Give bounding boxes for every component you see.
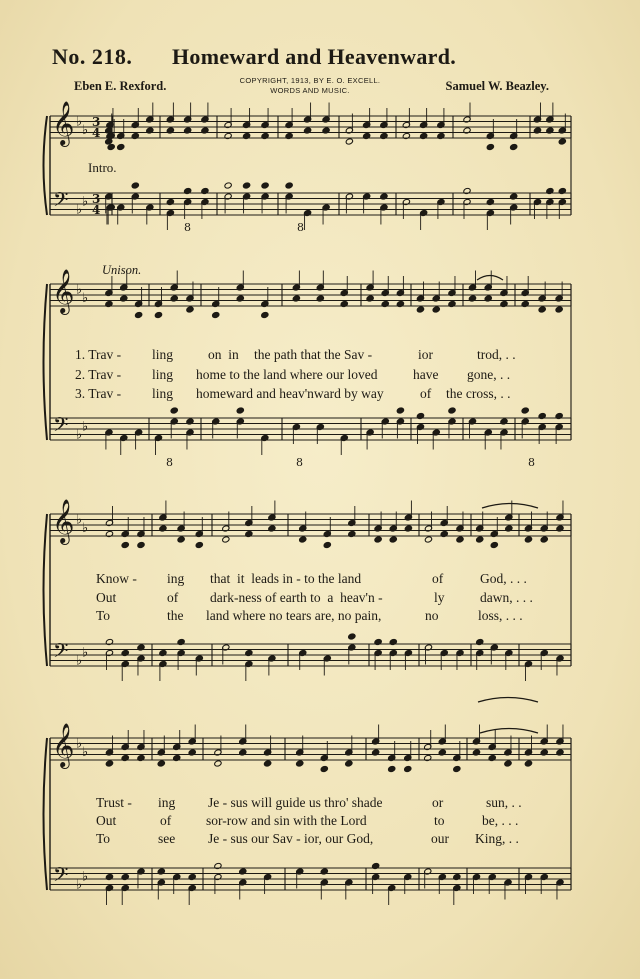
lyric-syllable: 1. Trav -: [75, 347, 122, 362]
lyric-syllable: our: [431, 831, 449, 846]
bass-clef: 𝄢: [53, 188, 69, 216]
note-head: [448, 407, 456, 414]
lyric-syllable: ling: [152, 347, 174, 362]
lyric-syllable: have: [413, 367, 439, 382]
note-head: [170, 407, 178, 414]
flat-sign: ♭: [76, 114, 83, 130]
system-brace: [44, 738, 48, 890]
flat-sign: ♭: [76, 427, 83, 443]
lyric-syllable: Know -: [96, 571, 137, 586]
tie-slur: [478, 698, 538, 703]
flat-sign: ♭: [76, 282, 83, 298]
lyric-syllable: sor-row and sin with the Lord: [206, 813, 367, 828]
lyric-syllable: Je - sus will guide us thro' shade: [208, 795, 383, 810]
lyric-syllable: 3. Trav -: [75, 386, 122, 401]
note-head: [323, 541, 331, 548]
treble-clef: 𝄞: [52, 101, 75, 145]
lyric-syllable: the path that the Sav -: [254, 347, 373, 362]
bass-clef: 𝄢: [53, 863, 69, 891]
lyric-syllable: ling: [152, 386, 174, 401]
note-head: [396, 407, 404, 414]
unison-marking: Unison.: [102, 263, 142, 277]
note-head: [374, 536, 382, 543]
note-head: [186, 306, 194, 313]
hymn-number: No. 218.: [52, 44, 133, 69]
note-head: [224, 182, 232, 189]
flat-sign: ♭: [82, 122, 89, 138]
lyric-syllable: loss, . . .: [478, 608, 523, 623]
note-head: [388, 765, 396, 772]
lyricist: Eben E. Rexford.: [74, 79, 167, 93]
lyric-syllable: Out: [96, 590, 117, 605]
lyric-syllable: ior: [418, 347, 433, 362]
lyric-syllable: homeward and heav'nward by way: [196, 386, 384, 401]
note-head: [389, 536, 397, 543]
lyric-syllable: ing: [158, 795, 176, 810]
note-head: [261, 311, 269, 318]
flat-sign: ♭: [76, 653, 83, 669]
note-head: [404, 765, 412, 772]
note-head: [510, 143, 518, 150]
flat-sign: ♭: [82, 869, 89, 885]
bass-clef: 𝄢: [53, 639, 69, 667]
octave-marker: 8: [528, 456, 535, 469]
note-head: [504, 760, 512, 767]
treble-clef: 𝄞: [52, 269, 75, 313]
note-head: [348, 633, 356, 640]
note-head: [299, 536, 307, 543]
lyric-syllable: or: [432, 795, 444, 810]
treble-clef: 𝄞: [52, 723, 75, 767]
note-head: [453, 765, 461, 772]
note-head: [243, 182, 251, 189]
note-head: [345, 138, 353, 145]
note-head: [555, 306, 563, 313]
lyric-syllable: gone, . .: [467, 367, 511, 382]
system-brace: [44, 284, 48, 440]
lyric-syllable: dawn, . . .: [480, 590, 533, 605]
lyric-syllable: the cross, . .: [446, 386, 511, 401]
flat-sign: ♭: [82, 744, 89, 760]
note-head: [285, 182, 293, 189]
note-head: [524, 760, 532, 767]
lyric-syllable: sun, . .: [486, 795, 522, 810]
flat-sign: ♭: [76, 512, 83, 528]
lyric-syllable: Je - sus our Sav - ior, our God,: [208, 831, 374, 846]
flat-sign: ♭: [82, 645, 89, 661]
note-head: [154, 311, 162, 318]
lyric-syllable: of: [432, 571, 444, 586]
note-head: [456, 536, 464, 543]
note-head: [261, 182, 269, 189]
lyric-syllable: ling: [152, 367, 174, 382]
note-head: [105, 760, 113, 767]
lyric-syllable: To: [96, 608, 111, 623]
lyric-syllable: Out: [96, 813, 117, 828]
note-head: [490, 541, 498, 548]
lyric-syllable: dark-ness of earth to a heav'n -: [210, 590, 383, 605]
flat-sign: ♭: [82, 194, 89, 210]
tie-slur: [477, 276, 503, 281]
lyric-syllable: be, . . .: [482, 813, 519, 828]
lyric-syllable: of: [167, 590, 179, 605]
copyright-line: COPYRIGHT, 1913, BY E. O. EXCELL.: [239, 76, 381, 85]
lyric-syllable: to: [434, 813, 445, 828]
note-head: [540, 536, 548, 543]
lyric-syllable: trod, . .: [477, 347, 516, 362]
note-head: [476, 536, 484, 543]
system-brace: [44, 514, 48, 666]
lyric-syllable: land where no tears are, no pain,: [206, 608, 382, 623]
note-head: [212, 311, 220, 318]
note-head: [236, 407, 244, 414]
octave-marker: 8: [296, 456, 303, 469]
note-head: [538, 306, 546, 313]
lyric-syllable: ly: [434, 590, 445, 605]
lyric-syllable: God, . . .: [480, 571, 527, 586]
time-signature: 3: [92, 192, 101, 206]
tie-slur: [480, 729, 538, 734]
note-head: [416, 306, 424, 313]
note-head: [121, 541, 129, 548]
note-head: [117, 143, 125, 150]
lyric-syllable: of: [420, 386, 432, 401]
treble-clef: 𝄞: [52, 499, 75, 543]
octave-marker: 8: [166, 456, 173, 469]
lyric-syllable: Trust -: [96, 795, 132, 810]
lyric-syllable: home to the land where our loved: [196, 367, 378, 382]
time-signature: 3: [92, 115, 101, 129]
note-head: [296, 760, 304, 767]
note-head: [131, 182, 139, 189]
flat-sign: ♭: [76, 877, 83, 893]
time-signature: 4: [92, 126, 101, 140]
hymn-title: Homeward and Heavenward.: [172, 44, 457, 69]
note-head: [222, 536, 230, 543]
lyric-syllable: see: [158, 831, 176, 846]
note-head: [214, 760, 222, 767]
note-head: [524, 536, 532, 543]
system-brace: [44, 116, 48, 215]
lyric-syllable: ing: [167, 571, 185, 586]
lyric-syllable: that it leads in - to the land: [210, 571, 362, 586]
note-head: [432, 306, 440, 313]
note-head: [558, 138, 566, 145]
flat-sign: ♭: [82, 520, 89, 536]
composer: Samuel W. Beazley.: [445, 79, 549, 93]
tie-slur: [482, 504, 538, 509]
note-head: [320, 765, 328, 772]
lyric-syllable: the: [167, 608, 184, 623]
note-head: [264, 760, 272, 767]
note-head: [157, 760, 165, 767]
note-head: [424, 536, 432, 543]
note-head: [177, 536, 185, 543]
flat-sign: ♭: [82, 290, 89, 306]
flat-sign: ♭: [76, 202, 83, 218]
time-signature: 4: [92, 203, 101, 217]
lyric-syllable: To: [96, 831, 111, 846]
octave-marker: 8: [297, 221, 304, 234]
octave-marker: 8: [184, 221, 191, 234]
lyric-syllable: King, . .: [475, 831, 519, 846]
copyright-subline: WORDS AND MUSIC.: [270, 86, 350, 95]
lyric-syllable: of: [160, 813, 172, 828]
flat-sign: ♭: [82, 419, 89, 435]
note-head: [195, 541, 203, 548]
lyric-syllable: 2. Trav -: [75, 367, 122, 382]
lyric-syllable: no: [425, 608, 439, 623]
note-head: [486, 143, 494, 150]
note-head: [521, 407, 529, 414]
note-head: [137, 541, 145, 548]
intro-marking: Intro.: [88, 160, 117, 175]
note-head: [135, 311, 143, 318]
note-head: [345, 760, 353, 767]
lyric-syllable: on in: [208, 347, 239, 362]
flat-sign: ♭: [76, 736, 83, 752]
bass-clef: 𝄢: [53, 413, 69, 441]
